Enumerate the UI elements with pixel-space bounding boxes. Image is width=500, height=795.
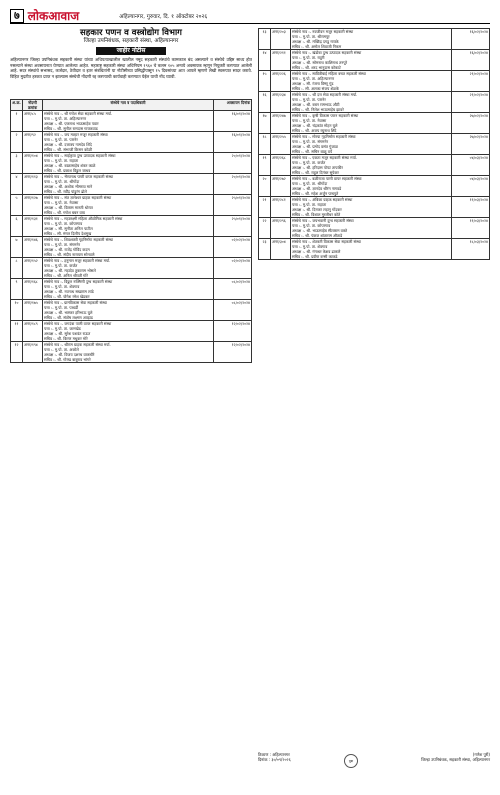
table-row bbox=[259, 50, 490, 71]
cell-date: १२/०२/२०२४ bbox=[214, 342, 252, 363]
table-row bbox=[11, 258, 252, 279]
cell-sr: २१ bbox=[259, 197, 271, 218]
cell-sr: ३ bbox=[11, 153, 23, 174]
cell-reg: अनर/३०४ bbox=[271, 239, 291, 260]
cell-reg: अनर/२७२ bbox=[271, 176, 291, 197]
society-detail-line: सचिव :- श्री. अनिल श्रीपती गोरे bbox=[44, 273, 88, 278]
society-detail-line: संस्थेचे नाव :- बळीराजा पाणी वापर सहकारी संस्था bbox=[292, 176, 362, 181]
cell-sr: २ bbox=[11, 132, 23, 153]
cell-society bbox=[43, 174, 214, 195]
society-detail-line: अध्यक्ष :- श्री. दिनकर लहानु गोंदकर bbox=[292, 207, 342, 212]
cell-society bbox=[291, 197, 452, 218]
cell-date: २५/०१/२०२४ bbox=[214, 195, 252, 216]
society-detail-line: पत्ता :- मु.पो. ता. कर्जत bbox=[292, 160, 326, 165]
cell-society bbox=[291, 92, 452, 113]
notice-badge: जाहीर नोटीस bbox=[96, 47, 166, 55]
society-detail-line: पत्ता :- मु.पो. ता. राहाता bbox=[44, 158, 79, 163]
society-detail-line: अध्यक्ष :- श्री. मच्छिंद्र दगडू गायके bbox=[292, 39, 339, 44]
cell-reg: अनर/१८९ bbox=[23, 321, 43, 342]
cell-reg: अनर/१७५ bbox=[23, 300, 43, 321]
cell-reg: अनर/२३४ bbox=[271, 92, 291, 113]
society-detail-line: पत्ता :- मु.पो. ता. पारनेर bbox=[292, 97, 326, 102]
society-detail-line: संस्थेचे नाव :- जयभवानी दुग्ध सहकारी संस्था bbox=[292, 218, 354, 223]
header-date: अवसायन दिनांक bbox=[214, 100, 252, 111]
cell-society bbox=[291, 239, 452, 260]
cell-reg: अनर/२५५ bbox=[271, 134, 291, 155]
table-row bbox=[11, 195, 252, 216]
table-row bbox=[259, 197, 490, 218]
cell-date: २१/०२/२०२४ bbox=[452, 71, 490, 92]
notice-title: सहकार पणन व वस्त्रोद्योग विभाग bbox=[80, 28, 182, 38]
society-detail-line: संस्थेचे नाव :- खंडोबा दुग्ध उत्पादक सहकारी संस्था bbox=[292, 50, 362, 55]
cell-date: २७/०२/२०२४ bbox=[452, 113, 490, 134]
society-detail-line: सचिव :- श्री. निलेश भाऊसाहेब झावरे bbox=[292, 107, 344, 112]
cell-date: ०२/०२/२०२४ bbox=[214, 237, 252, 258]
cell-reg: अनर/१३१ bbox=[23, 216, 43, 237]
society-detail-line: पत्ता :- मु.पो. ता. अकोले bbox=[44, 347, 79, 352]
cell-reg: अनर/१५२ bbox=[23, 258, 43, 279]
right-column bbox=[258, 28, 490, 778]
society-detail-line: पत्ता :- मु.पो. ता. श्रीगोंदा bbox=[44, 179, 80, 184]
cell-sr: १३ bbox=[259, 29, 271, 50]
society-detail-line: अध्यक्ष :- श्री. प्रमोद वसंत गुंजाळ bbox=[292, 144, 338, 149]
cell-society bbox=[43, 258, 214, 279]
society-detail-line: संस्थेचे नाव :- विठ्ठल रुक्मिणी दुग्ध सहकारी संस्था bbox=[44, 279, 113, 284]
cell-society bbox=[43, 132, 214, 153]
cell-reg: अनर/९२ bbox=[23, 132, 43, 153]
cell-sr: ११ bbox=[11, 321, 23, 342]
society-detail-line: पत्ता :- मु.पो. ता. राहाता bbox=[292, 202, 327, 207]
table-row bbox=[259, 176, 490, 197]
cell-reg: अनर/२०३ bbox=[271, 29, 291, 50]
cell-society bbox=[291, 155, 452, 176]
society-detail-line: पत्ता :- मु.पो. ता. कोपरगाव bbox=[292, 223, 331, 228]
cell-society bbox=[291, 71, 452, 92]
society-detail-line: संस्थेचे नाव :- शेतकरी विकास सेवा सहकारी संस्था bbox=[292, 239, 361, 244]
cell-sr: ४ bbox=[11, 174, 23, 195]
cell-sr: १२ bbox=[11, 342, 23, 363]
cell-reg: अनर/११३ bbox=[23, 174, 43, 195]
society-detail-line: अध्यक्ष :- श्री. बबन रामभाऊ औटी bbox=[292, 102, 340, 107]
society-detail-line: संस्थेचे नाव :- कृषी विकास पणन सहकारी संस्था bbox=[292, 113, 359, 118]
dateline: अहिल्यानगर, गुरुवार, दि. १ ऑक्टोबर २०२६ bbox=[119, 13, 208, 20]
cell-reg: अनर/२६८ bbox=[271, 155, 291, 176]
society-detail-line: संस्थेचे नाव :- जय मल्हार मजूर सहकारी संस्था bbox=[44, 132, 108, 137]
table-row bbox=[11, 216, 252, 237]
society-detail-line: सचिव :- श्री. योगेश रमेश खेडकर bbox=[44, 294, 90, 299]
cell-date: १२/०२/२०२४ bbox=[214, 321, 252, 342]
society-detail-line: अध्यक्ष :- श्री. भास्कर हरिभाऊ घुले bbox=[44, 310, 93, 315]
cell-date: ११/०३/२०२४ bbox=[452, 218, 490, 239]
society-detail-line: अध्यक्ष :- श्री. महादेव तुकाराम भोसले bbox=[44, 268, 96, 273]
society-detail-line: संस्थेचे नाव :- महालक्ष्मी महिला औद्योगिक सहकारी संस्था bbox=[44, 216, 123, 221]
table-row bbox=[259, 29, 490, 50]
society-detail-line: पत्ता :- मु.पो. ता. श्रीरामपूर bbox=[292, 34, 330, 39]
cell-society bbox=[43, 321, 214, 342]
cell-sr: २३ bbox=[259, 239, 271, 260]
society-detail-line: अध्यक्ष :- श्री. भाऊसाहेब सीताराम वक्ते bbox=[292, 228, 347, 233]
table-row bbox=[11, 342, 252, 363]
cell-date: ०८/०२/२०२४ bbox=[214, 300, 252, 321]
cell-reg: अनर/२११ bbox=[271, 50, 291, 71]
table-row bbox=[11, 174, 252, 195]
society-detail-line: पत्ता :- मु.पो. ता. राहुरी bbox=[292, 55, 325, 60]
table-row bbox=[259, 71, 490, 92]
society-detail-line: पत्ता :- मु.पो. ता. पारनेर bbox=[44, 137, 78, 142]
table-row bbox=[259, 92, 490, 113]
society-detail-line: संस्थेचे नाव :- श्री दत्त सेवा सहकारी संस्था मर्या. bbox=[292, 92, 358, 97]
society-detail-line: सचिव :- श्री. अजय रघुनाथ शिंदे bbox=[292, 128, 337, 133]
society-detail-line: सचिव :- श्री. गणेश बबन वाघ bbox=[44, 210, 85, 215]
cell-date: २०/०१/२०२४ bbox=[214, 153, 252, 174]
cell-sr: २२ bbox=[259, 218, 271, 239]
society-detail-line: पत्ता :- मु.पो. ता. श्रीगोंदा bbox=[292, 181, 328, 186]
cell-date: ०४/०३/२०२४ bbox=[452, 176, 490, 197]
table-row bbox=[259, 239, 490, 260]
cell-reg: अनर/१६८ bbox=[23, 279, 43, 300]
cell-date: १८/०३/२०२४ bbox=[452, 239, 490, 260]
notice-subtitle: जिल्हा उपनिबंधक, सहकारी संस्था, अहिल्यानगर bbox=[83, 38, 179, 44]
signatory-role: जिल्हा उपनिबंधक, सहकारी संस्था, अहिल्यानगर bbox=[421, 757, 490, 762]
cell-reg: अनर/२२६ bbox=[271, 71, 291, 92]
cell-society bbox=[291, 218, 452, 239]
society-detail-line: सचिव :- श्री. संतोष लक्ष्मण आव्हाड bbox=[44, 315, 93, 320]
header-sr: अ.क्र. bbox=[11, 100, 23, 111]
cell-sr: ५ bbox=[11, 195, 23, 216]
liquidation-table bbox=[10, 99, 252, 363]
cell-reg: अनर/१९४ bbox=[23, 342, 43, 363]
table-row bbox=[11, 132, 252, 153]
cell-date: १६/०१/२०२४ bbox=[214, 111, 252, 132]
society-detail-line: अध्यक्ष :- श्री. अशोक भीमराव माने bbox=[44, 184, 93, 189]
society-detail-line: संस्थेचे नाव :- हनुमान मजूर सहकारी संस्था मर्या. bbox=[44, 258, 111, 263]
cell-date: २५/०१/२०२४ bbox=[214, 216, 252, 237]
cell-reg: अनर/१४६ bbox=[23, 237, 43, 258]
society-detail-line: सचिव :- श्री. महेश अर्जुन पाचपुते bbox=[292, 191, 339, 196]
society-detail-line: सचिव :- श्री. राहुल दिगंबर सुपेकर bbox=[292, 170, 339, 175]
cell-sr: १४ bbox=[259, 50, 271, 71]
cell-date: १६/०२/२०२४ bbox=[452, 50, 490, 71]
society-detail-line: संस्थेचे नाव :- श्री गणेश सेवा सहकारी संस्था मर्या. bbox=[44, 111, 113, 116]
table-row bbox=[259, 113, 490, 134]
cell-date: ०८/०२/२०२४ bbox=[214, 279, 252, 300]
cell-sr: १५ bbox=[259, 71, 271, 92]
society-detail-line: सचिव :- सौ. अलका संजय शेळके bbox=[292, 86, 339, 91]
society-detail-line: पत्ता :- मु.पो. ता. पाथर्डी bbox=[44, 305, 79, 310]
table-row bbox=[11, 111, 252, 132]
society-detail-line: संस्थेचे नाव :- साईकृपा दुग्ध उत्पादक सहकारी संस्था bbox=[44, 153, 116, 158]
cell-sr: ६ bbox=[11, 216, 23, 237]
society-detail-line: अध्यक्ष :- श्री. चंद्रकांत मोहन घुले bbox=[292, 123, 338, 128]
cell-date: १६/०१/२०२४ bbox=[214, 132, 252, 153]
cell-society bbox=[43, 216, 214, 237]
society-detail-line: सचिव :- श्री. संदीप नारायण सोनवणे bbox=[44, 252, 95, 257]
cell-date: २१/०२/२०२४ bbox=[452, 92, 490, 113]
society-detail-line: संस्थेचे नाव :- श्रीराम ग्राहक सहकारी संस्था मर्या. bbox=[44, 342, 111, 347]
society-detail-line: पत्ता :- मु.पो. ता. नेवासा bbox=[292, 118, 327, 123]
society-detail-line: सचिव :- श्री. विशाल मुरलीधर कोते bbox=[292, 212, 341, 217]
cell-reg: अनर/८५ bbox=[23, 111, 43, 132]
cell-sr: १ bbox=[11, 111, 23, 132]
society-detail-line: अध्यक्ष :- श्री. राजेंद्र गोविंद कदम bbox=[44, 247, 90, 252]
cell-date: ०२/०२/२०२४ bbox=[214, 258, 252, 279]
signature-block bbox=[421, 752, 490, 762]
cell-reg: अनर/१२७ bbox=[23, 195, 43, 216]
cell-date: २७/०२/२०२४ bbox=[452, 134, 490, 155]
cell-date: १६/०२/२०२४ bbox=[452, 29, 490, 50]
society-detail-line: सचिव :- श्री. अमोल शिवाजी निकम bbox=[292, 44, 342, 49]
society-detail-line: पत्ता :- मु.पो. ता. कर्जत bbox=[44, 263, 78, 268]
society-detail-line: सचिव :- श्री. रवींद्र पांडुरंग ढोले bbox=[44, 189, 87, 194]
society-detail-line: अध्यक्ष :- श्री. सोमनाथ काशिनाथ तनपुरे bbox=[292, 60, 348, 65]
society-detail-line: अध्यक्ष :- श्री. विलास मारुती थोरात bbox=[44, 205, 93, 210]
cell-society bbox=[291, 134, 452, 155]
society-detail-line: पत्ता :- मु.पो. ता. संगमनेर bbox=[44, 242, 81, 247]
header-society: संस्थेचे नाव व पदाधिकारी bbox=[43, 100, 214, 111]
society-detail-line: संस्थेचे नाव :- संत ज्ञानेश्वर ग्राहक सहकारी संस्था bbox=[44, 195, 112, 200]
table-row bbox=[259, 218, 490, 239]
table-row bbox=[11, 300, 252, 321]
society-detail-line: संस्थेचे नाव :- जगदंबा पाणी वापर सहकारी संस्था bbox=[44, 321, 112, 326]
table-row bbox=[259, 155, 490, 176]
cell-society bbox=[291, 50, 452, 71]
table-row bbox=[11, 279, 252, 300]
society-detail-line: पत्ता :- मु.पो. ता. कोपरगाव bbox=[44, 221, 83, 226]
cell-sr: १६ bbox=[259, 92, 271, 113]
cell-society bbox=[43, 153, 214, 174]
cell-reg: अनर/२८१ bbox=[271, 197, 291, 218]
cell-sr: ९ bbox=[11, 279, 23, 300]
society-detail-line: अध्यक्ष :- श्री. एकनाथ भाऊसाहेब पवार bbox=[44, 121, 99, 126]
footer-date: दिनांक : ३०/०९/२०२६ bbox=[258, 757, 291, 762]
cell-society bbox=[43, 342, 214, 363]
society-detail-line: संस्थेचे नाव :- ग्रामविकास सेवा सहकारी संस्था bbox=[44, 300, 107, 305]
table-row bbox=[11, 153, 252, 174]
cell-sr: १८ bbox=[259, 134, 271, 155]
society-detail-line: सचिव :- श्री. किरण मधुकर मोरे bbox=[44, 336, 88, 341]
cell-sr: ८ bbox=[11, 258, 23, 279]
cell-society bbox=[43, 279, 214, 300]
society-detail-line: पत्ता :- मु.पो. ता. संगमनेर bbox=[292, 139, 329, 144]
table-row bbox=[11, 237, 252, 258]
society-detail-line: सचिव :- श्री. सचिन बाळू वर्पे bbox=[292, 149, 333, 154]
society-detail-line: अध्यक्ष :- श्री. दत्तात्रय नामदेव शिंदे bbox=[44, 142, 92, 147]
cell-sr: १० bbox=[11, 300, 23, 321]
society-detail-line: संस्थेचे नाव :- सावित्रीबाई महिला बचत सहकारी संस्था bbox=[292, 71, 366, 76]
society-detail-line: अध्यक्ष :- श्री. नवनाथ सखाराम लांडे bbox=[44, 289, 94, 294]
society-detail-line: अध्यक्ष :- सौ. सुनीता अनिल पाटील bbox=[44, 226, 93, 231]
liquidation-table-continued bbox=[258, 28, 490, 260]
society-detail-line: सचिव :- श्री. शरद भानुदास कोकाटे bbox=[292, 65, 341, 70]
office-stamp: मुद्रा bbox=[344, 754, 358, 768]
cell-society bbox=[291, 29, 452, 50]
table-row bbox=[11, 321, 252, 342]
table-row bbox=[259, 134, 490, 155]
left-column bbox=[10, 28, 252, 778]
footer-place: ठिकाण : अहिल्यानगर bbox=[258, 752, 290, 757]
society-detail-line: संस्थेचे नाव :- अंबिका ग्राहक सहकारी संस्था bbox=[292, 197, 353, 202]
cell-society bbox=[43, 195, 214, 216]
society-detail-line: पत्ता :- मु.पो. ता. अहिल्यानगर bbox=[44, 116, 87, 121]
cell-sr: २० bbox=[259, 176, 271, 197]
society-detail-line: अध्यक्ष :- श्री. गंगाधर केशव ढाकणे bbox=[292, 249, 341, 254]
cell-reg: अनर/२९६ bbox=[271, 218, 291, 239]
society-detail-line: सचिव :- श्री. सुनील रामदास गायकवाड bbox=[44, 126, 98, 131]
signatory-name: (गणेश पुरी) bbox=[472, 752, 490, 757]
cell-reg: अनर/२४७ bbox=[271, 113, 291, 134]
newspaper-logo: लोकआवाज bbox=[27, 9, 80, 23]
society-detail-line: संस्थेचे नाव :- मोरया गृहनिर्माण सहकारी संस्था bbox=[292, 134, 356, 139]
notice-intro: अहिल्यानगर जिल्हा उपनिबंधक सहकारी संस्था यांच्या अधिपत्याखालील खालील नमूद सहकारी संस्थांचे कामकाज बंद असल्याने व संस्थेचे उद्दिष्ट साध्य होत नसल्याने संस्था अवसायनात घेण्यात आलेल्या आहेत. महाराष्ट्र सहकारी संस्था अधिनियम १९६० चे कलम १०५ अन्वये अवसायक म्हणून नियुक्ती करण्यात आलेली आहे. सदर संस्थांचे सभासद, कर्जदार, ठेवीदार व इतर संबंधितांनी या नोटीसीच्या प्रसिद्धीपासून १५ दिवसांच्या आत आपले म्हणणे लेखी स्वरूपात सादर करावे. विहित मुदतीत हरकत प्राप्त न झाल्यास संस्थेची नोंदणी रद्द करण्याची कार्यवाही करण्यात येईल याची नोंद घ्यावी. bbox=[10, 57, 252, 79]
society-detail-line: अध्यक्ष :- श्री. ज्ञानदेव श्रीरंग नागवडे bbox=[292, 186, 342, 191]
cell-society bbox=[43, 300, 214, 321]
society-detail-line: सचिव :- श्री. पंकज शांताराम औताडे bbox=[292, 233, 343, 238]
cell-date: २०/०१/२०२४ bbox=[214, 174, 252, 195]
table-header-row bbox=[11, 100, 252, 111]
society-detail-line: सचिव :- श्री. प्रवीण बन्सी काकडे bbox=[292, 254, 338, 259]
society-detail-line: अध्यक्ष :- श्री. विजय दशरथ वाकचौरे bbox=[44, 352, 95, 357]
cell-society bbox=[291, 113, 452, 134]
society-detail-line: पत्ता :- मु.पो. ता. शेवगाव bbox=[44, 284, 80, 289]
cell-date: ०४/०३/२०२४ bbox=[452, 155, 490, 176]
society-detail-line: सचिव :- श्री. संभाजी किसन कोळी bbox=[44, 147, 92, 152]
cell-sr: ७ bbox=[11, 237, 23, 258]
society-detail-line: सचिव :- श्री. प्रकाश विठ्ठल जाधव bbox=[44, 168, 91, 173]
page-number: ७ bbox=[10, 9, 24, 23]
society-detail-line: पत्ता :- मु.पो. ता. शेवगाव bbox=[292, 244, 328, 249]
society-detail-line: संस्थेचे नाव :- भैरवनाथ पाणी वापर सहकारी संस्था bbox=[44, 174, 114, 179]
notice-footer bbox=[258, 752, 490, 772]
society-detail-line: पत्ता :- मु.पो. ता. नेवासा bbox=[44, 200, 79, 205]
society-detail-line: अध्यक्ष :- श्री. बाळासाहेब शंकर काळे bbox=[44, 163, 96, 168]
society-detail-line: पत्ता :- मु.पो. ता. जामखेड bbox=[44, 326, 81, 331]
society-detail-line: सचिव :- सौ. मंगल दिलीप देशमुख bbox=[44, 231, 92, 236]
cell-society bbox=[43, 237, 214, 258]
society-detail-line: संस्थेचे नाव :- नवजीवन मजूर सहकारी संस्था bbox=[292, 29, 354, 34]
cell-reg: अनर/१०४ bbox=[23, 153, 43, 174]
society-detail-line: संस्थेचे नाव :- शिवशक्ती गृहनिर्माण सहकारी संस्था bbox=[44, 237, 113, 242]
society-detail-line: सचिव :- श्री. गोरख बाबुराव भांगरे bbox=[44, 357, 91, 362]
society-detail-line: पत्ता :- मु.पो. ता. अहिल्यानगर bbox=[292, 76, 335, 81]
society-detail-line: अध्यक्ष :- श्री. सुरेश यशवंत राऊत bbox=[44, 331, 91, 336]
cell-sr: १७ bbox=[259, 113, 271, 134]
header-reg: नोंदणी क्रमांक bbox=[23, 100, 43, 111]
cell-society bbox=[291, 176, 452, 197]
society-detail-line: अध्यक्ष :- सौ. रंजना विष्णू गुंड bbox=[292, 81, 334, 86]
masthead bbox=[10, 8, 490, 24]
society-detail-line: संस्थेचे नाव :- एकता मजूर सहकारी संस्था मर्या. bbox=[292, 155, 357, 160]
cell-date: ११/०३/२०२४ bbox=[452, 197, 490, 218]
society-detail-line: अध्यक्ष :- श्री. हरिदास पोपट तापकीर bbox=[292, 165, 343, 170]
cell-sr: १९ bbox=[259, 155, 271, 176]
cell-society bbox=[43, 111, 214, 132]
